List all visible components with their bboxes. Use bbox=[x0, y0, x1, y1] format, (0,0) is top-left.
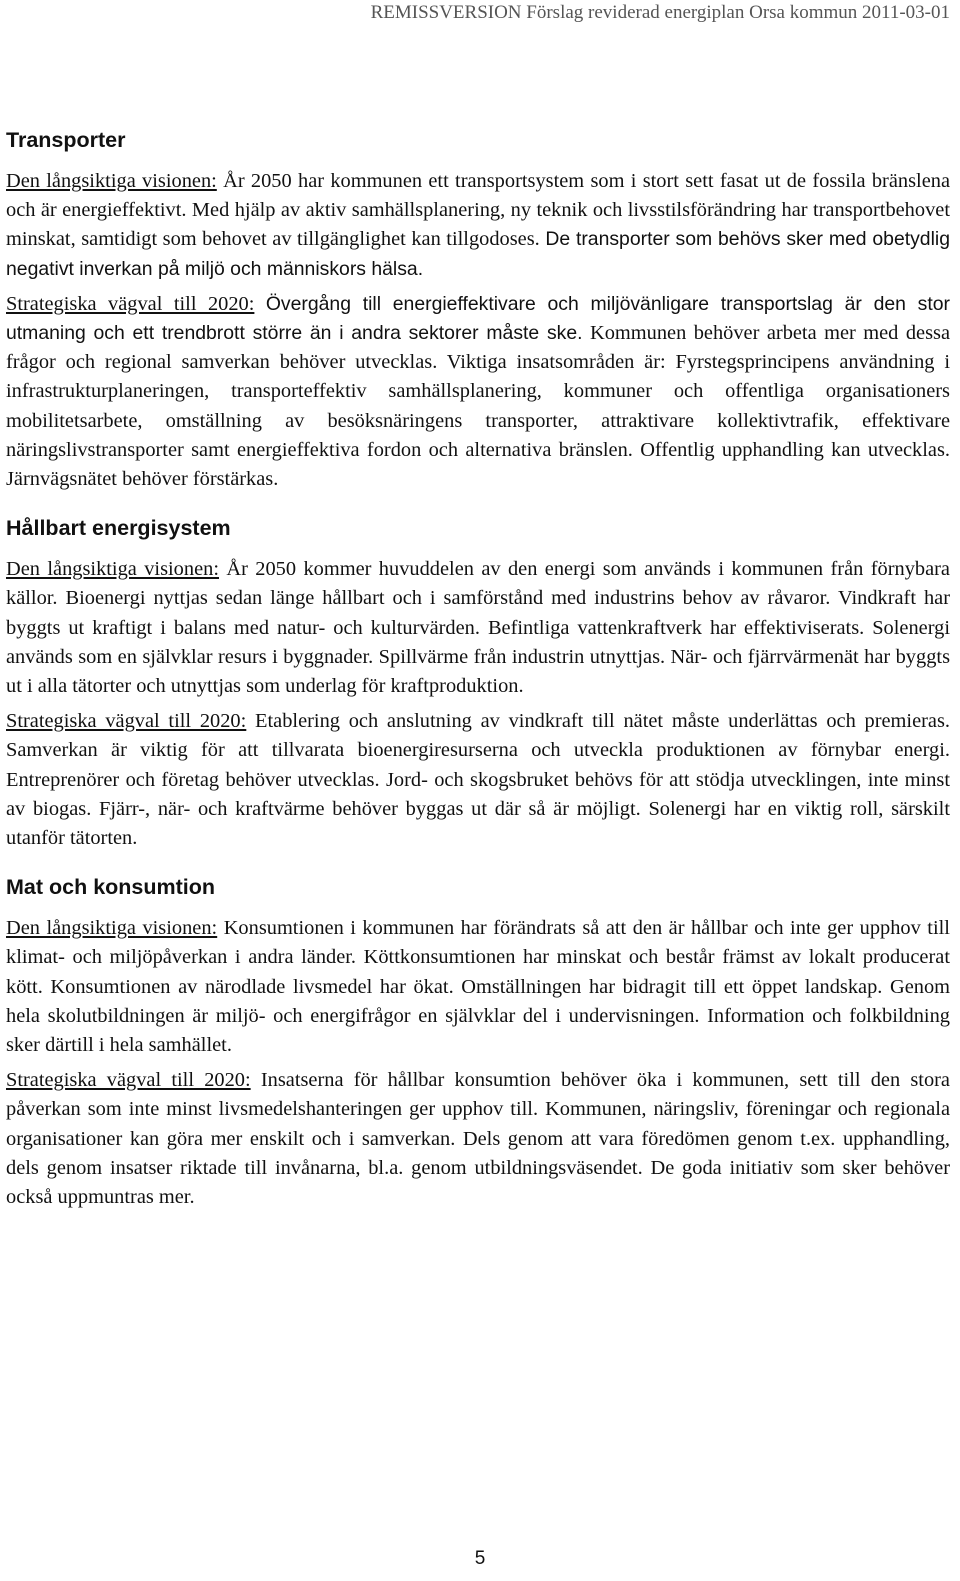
section-konsumtion bbox=[6, 875, 950, 1212]
page-number: 5 bbox=[474, 1548, 486, 1569]
section-transporter bbox=[6, 128, 950, 494]
strategy-paragraph-energisystem bbox=[6, 707, 950, 853]
vision-text: Konsumtionen i kommunen har förändrats så att den är hållbar och inte ger upphov till klimat- och miljöpåverkan i andra länder. Köttkonsumtionen har minskat och består främst av lokalt producerat kött. Konsumtionen av närodlade livsmedel har ökat. Omställningen har bidragit till ett öppet landskap. Genom hela skolutbildningen är miljö- och energifrågor en självklar del i undervisningen. Information och folkbildning sker därtill i hela samhället. bbox=[6, 917, 950, 1057]
strategy-text: Kommunen behöver arbeta mer med dessa frågor och regional samverkan behöver utvecklas. Viktiga insatsområden är: Fyrstegsprincipens användning i infrastrukturplaneringen, transporteffektiv samhällsplanering, kommuner och offentliga organisationers mobilitetsarbete, omställning av besöksnäringens transporter, attraktivare kollektivtrafik, effektivare näringslivstransporter samt energieffektiva fordon och alternativa bränslen. Offentlig upphandling kan utvecklas. Järnvägsnätet behöver förstärkas. bbox=[6, 322, 950, 491]
section-heading-energisystem: Hållbart energisystem bbox=[6, 516, 231, 541]
vision-lead: Den långsiktiga visionen: bbox=[6, 558, 219, 581]
vision-lead: Den långsiktiga visionen: bbox=[6, 170, 217, 192]
strategy-lead: Strategiska vägval till 2020: bbox=[6, 1069, 251, 1092]
strategy-text: Etablering och anslutning av vindkraft till nätet måste underlättas och premieras. Samverkan är viktig för att tillvarata bioenergiresurserna och utveckla produktionen av förnybar energi. Entreprenörer och företag behöver utvecklas. Jord- och skogsbruket behövs för att stödja utvecklingen, inte minst av biogas. Fjärr-, när- och kraftvärme behöver byggas ut där så är möjligt. Solenergi har en viktig roll, särskilt utanför tätorten. bbox=[6, 710, 950, 850]
page-content bbox=[6, 128, 950, 1218]
strategy-text-sans: Övergång till energieffektivare och miljövänligare transportslag är den stor utmaning och ett trendbrott större än i andra sektorer måste ske. bbox=[6, 292, 950, 345]
section-energisystem bbox=[6, 516, 950, 853]
vision-paragraph-transporter bbox=[6, 167, 950, 284]
strategy-text: Insatserna för hållbar konsumtion behöver öka i kommunen, sett till den stora påverkan som inte minst livsmedelshanteringen ger upphov till. Kommunen, näringsliv, föreningar och regionala organisationer kan göra mer enskilt och i samverkan. Dels genom att vara föredömen genom t.ex. upphandling, dels genom insatser riktade till invånarna, bl.a. genom utbildningsväsendet. De goda initiativ som sker behöver också uppmuntras mer. bbox=[6, 1069, 950, 1209]
vision-paragraph-konsumtion bbox=[6, 914, 950, 1060]
vision-text: År 2050 kommer huvuddelen av den energi som används i kommunen från förnybara källor. Bioenergi nyttjas sedan länge hållbart och i samförstånd med industrins behov av råvaror. Vindkraft har byggts ut kraftigt i balans med natur- och kulturvärden. Befintliga vattenkraftverk har effektiviserats. Solenergi används som en självklar resurs i byggnader. Spillvärme från industrin utnyttjas. När- och fjärrvärmenät har byggts ut i alla tätorter och utnyttjas som underlag för kraftproduktion. bbox=[6, 558, 950, 698]
running-header: REMISSVERSION Förslag reviderad energiplan Orsa kommun 2011-03-01 bbox=[370, 2, 950, 23]
strategy-lead: Strategiska vägval till 2020: bbox=[6, 292, 255, 315]
strategy-lead: Strategiska vägval till 2020: bbox=[6, 710, 247, 733]
strategy-paragraph-konsumtion bbox=[6, 1066, 950, 1212]
section-heading-transporter: Transporter bbox=[6, 128, 126, 152]
vision-paragraph-energisystem bbox=[6, 555, 950, 701]
section-heading-konsumtion: Mat och konsumtion bbox=[6, 875, 216, 900]
vision-text: År 2050 har kommunen ett transportsystem som i stort sett fasat ut de fossila bränslena och är energieffektivt. Med hjälp av aktiv samhällsplanering, ny teknik och livsstilsförändring har transportbehovet minskat, samtidigt som behovet av tillgänglighet kan tillgodoses. bbox=[6, 170, 950, 251]
vision-text-sans: De transporter som behövs sker med obetydlig negativt inverkan på miljö och människors hälsa. bbox=[6, 228, 950, 280]
vision-lead: Den långsiktiga visionen: bbox=[6, 917, 218, 940]
strategy-paragraph-transporter bbox=[6, 290, 950, 494]
